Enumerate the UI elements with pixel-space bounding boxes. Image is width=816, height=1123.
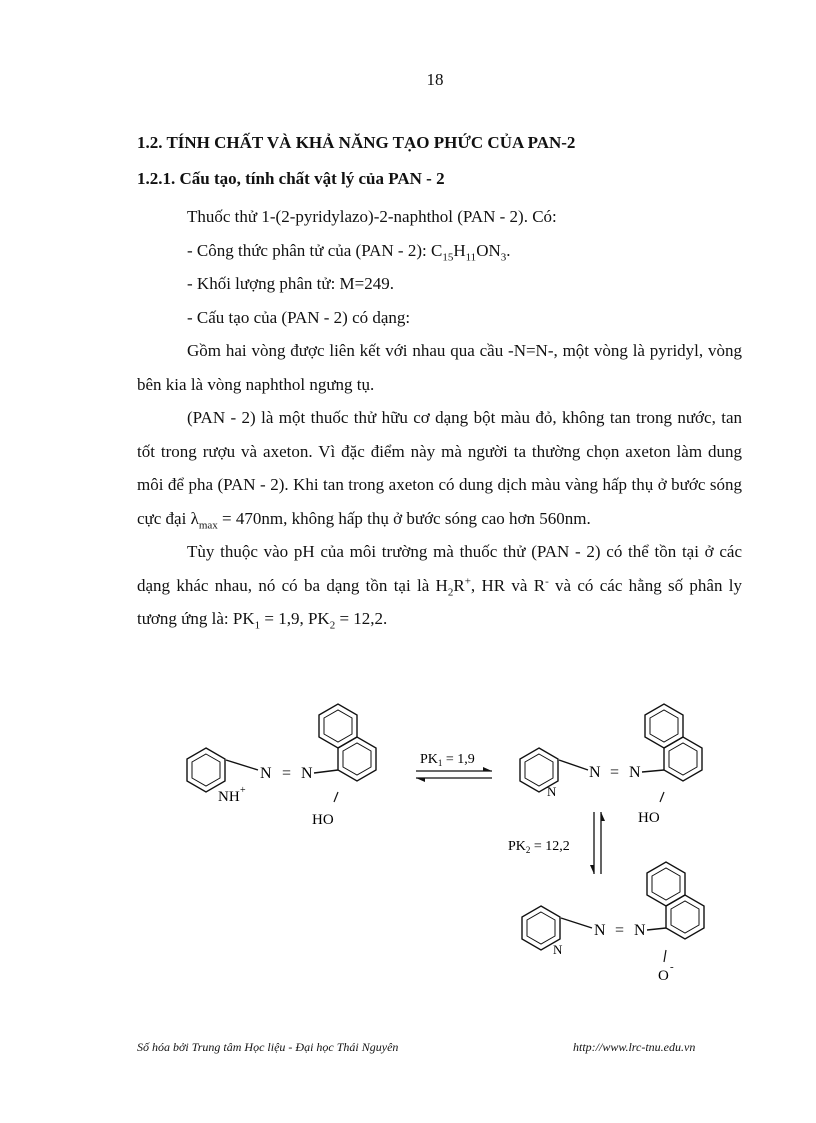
azo-eq-2: =: [610, 764, 620, 781]
pk2-sub: 2: [525, 845, 531, 855]
structure-protonated: [187, 704, 376, 828]
azo-eq-1: =: [282, 765, 292, 782]
azo-n-2: N: [301, 765, 313, 782]
structure-line: - Cấu tạo của (PAN - 2) có dạng:: [187, 307, 411, 327]
phenolate-charge: -: [670, 961, 674, 973]
equilibrium-pk1: [416, 752, 492, 782]
formula-line: - Công thức phân tử của (PAN - 2): $C_{15}H_{11}ON_3$.: [187, 240, 511, 263]
intro-paragraph: Thuốc thử 1-(2-pyridylazo)-2-naphthol (PAN - 2). Có:: [187, 207, 557, 226]
equilibrium-pk2: [508, 812, 605, 874]
pyridinium-charge: +: [240, 785, 246, 796]
ph-forms-paragraph: Tùy thuộc vào pH của môi trường mà thuốc thử (PAN - 2) có thể tồn tại ở các dạng khác nhau, nó có ba dạng tồn tại là $H_2R^+$, HR và R- và có các hằng số phân ly tương ứng là: $PK_1 = 1,9$, $PK_2 = 12,2$.: [137, 542, 742, 632]
azo-n-5: N: [594, 922, 606, 939]
pyridine-n-2: N: [553, 942, 563, 957]
body-text: [137, 200, 742, 636]
azo-n-1: N: [260, 765, 272, 782]
pyridine-n-1: N: [547, 784, 557, 799]
azo-eq-3: =: [615, 922, 625, 939]
subsection-heading: 1.2.1. Cấu tạo, tính chất vật lý của PAN - 2: [137, 169, 445, 188]
section-heading: 1.2. TÍNH CHẤT VÀ KHẢ NĂNG TẠO PHỨC CỦA PAN-2: [137, 133, 576, 152]
properties-paragraph: (PAN - 2) là một thuốc thử hữu cơ dạng bột màu đỏ, không tan trong nước, tan tốt trong rượu và axeton. Vì đặc điểm này mà người ta thường chọn axeton làm dung môi để pha (PAN - 2). Khi tan trong axeton có dung dịch màu vàng hấp thụ ở bước sóng cực đại $\lambda_{max} = 470nm$, không hấp thụ ở bước sóng cao hơn 560nm.: [137, 408, 742, 531]
pk1-value: = 1,9: [442, 752, 475, 767]
hydroxyl-label-1: HO: [312, 812, 334, 828]
structure-neutral: [520, 704, 702, 826]
structure-anion: [522, 862, 704, 984]
footer-source: Số hóa bởi Trung tâm Học liệu - Đại học Thái Nguyên: [137, 1040, 399, 1054]
svg-text:PK1 = 1,9: [420, 752, 475, 768]
phenolate-o: O: [658, 968, 669, 984]
page-number: 18: [426, 70, 444, 89]
pk2-value: = 12,2: [530, 839, 570, 854]
pk2-label: PK: [508, 839, 526, 854]
azo-n-3: N: [589, 764, 601, 781]
pk1-sub: 1: [437, 758, 443, 768]
pk1-label: PK: [420, 752, 438, 767]
footer-url[interactable]: http://www.lrc-tnu.edu.vn: [573, 1040, 696, 1054]
azo-n-4: N: [629, 764, 641, 781]
pan-equilibrium-scheme: [0, 690, 816, 1000]
structure-description: Gồm hai vòng được liên kết với nhau qua cầu -N=N-, một vòng là pyridyl, vòng bên kia là vòng naphthol ngưng tụ.: [137, 341, 742, 394]
hydroxyl-label-2: HO: [638, 810, 660, 826]
azo-n-6: N: [634, 922, 646, 939]
pyridinium-nh: NH: [218, 789, 240, 805]
svg-text:PK2 = 12,2: [508, 839, 570, 855]
mass-line: - Khối lượng phân tử: M=249.: [187, 274, 394, 293]
